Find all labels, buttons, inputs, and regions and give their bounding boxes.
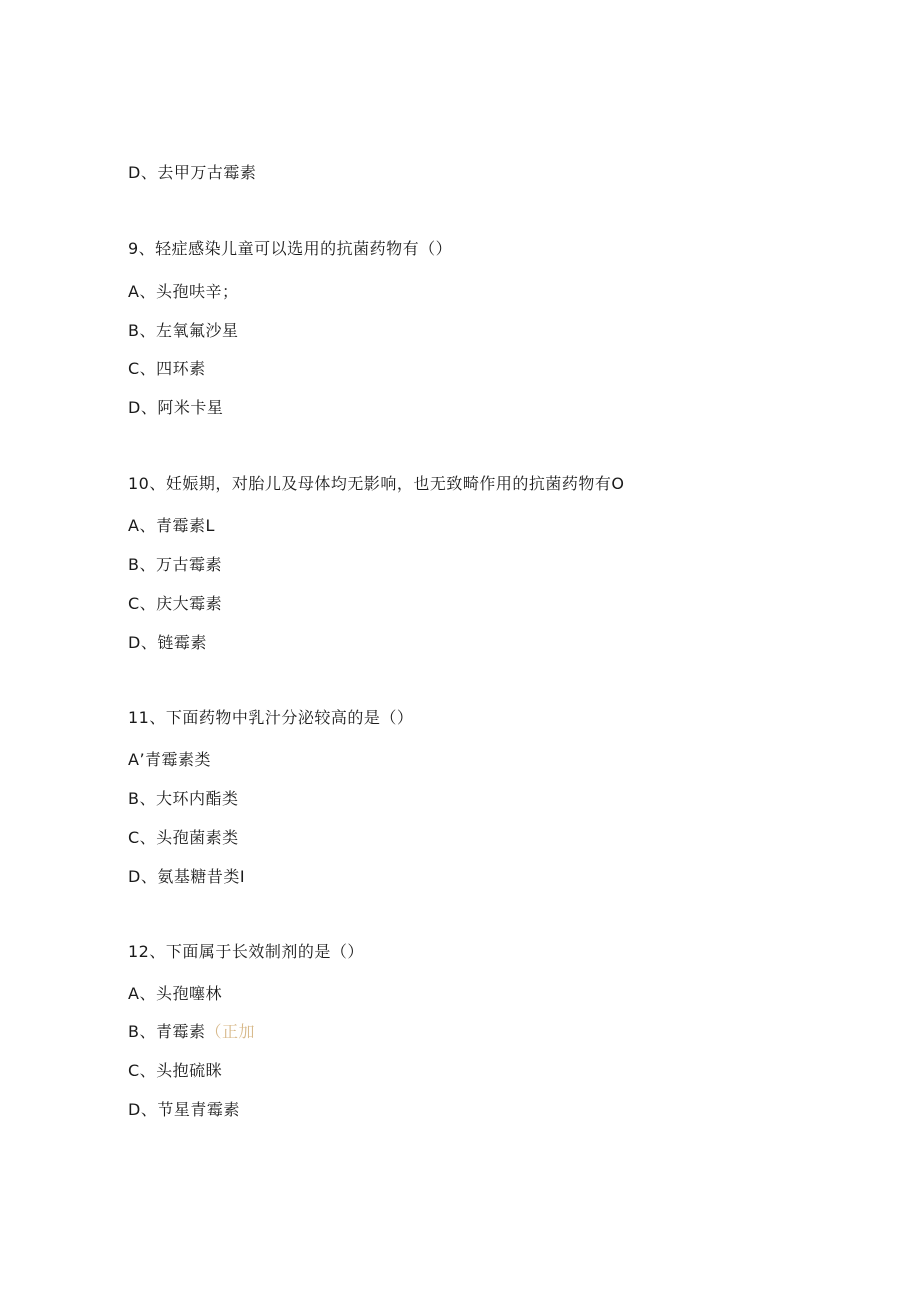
- option-d-q12: [128, 1100, 240, 1120]
- option-text: C、四环素: [128, 359, 206, 378]
- question-text: 12、下面属于长效制剂的是（）: [128, 942, 364, 961]
- option-c-q9: [128, 359, 206, 379]
- question-text: 10、妊娠期，对胎儿及母体均无影响，也无致畸作用的抗菌药物有O: [128, 474, 625, 493]
- option-text: A、头孢呋辛；: [128, 282, 239, 301]
- option-a-q10: [128, 516, 215, 536]
- question-text: 11、下面药物中乳汁分泌较高的是（）: [128, 708, 414, 727]
- question-text: 9、轻症感染儿童可以选用的抗菌药物有（）: [128, 239, 453, 258]
- option-text: C、头抱硫眯: [128, 1061, 223, 1080]
- option-d-q9: [128, 398, 223, 418]
- question-12: [128, 942, 364, 962]
- option-text: C、庆大霉素: [128, 594, 223, 613]
- option-d-q8: [128, 163, 256, 183]
- option-text: D、阿米卡星: [128, 398, 224, 417]
- option-b-q9: [128, 321, 238, 341]
- question-9: [128, 239, 452, 259]
- option-text: C、头孢菌素类: [128, 828, 239, 847]
- option-c-q10: [128, 594, 222, 614]
- option-b-q11: [128, 789, 238, 809]
- question-11: [128, 708, 413, 728]
- option-text: D、链霉素: [128, 633, 207, 652]
- question-10: [128, 474, 624, 494]
- option-text: A’青霉素类: [128, 750, 212, 769]
- option-text: D、氨基糖昔类I: [128, 867, 246, 886]
- option-text: B、青霉素: [128, 1022, 206, 1041]
- option-text: B、万古霉素: [128, 555, 222, 574]
- option-c-q12: [128, 1061, 222, 1081]
- option-d-q10: [128, 633, 207, 653]
- option-a-q11: [128, 750, 211, 770]
- option-d-q11: [128, 867, 245, 887]
- handwritten-note: （正加: [205, 1022, 255, 1041]
- option-text: A、头孢噻林: [128, 984, 222, 1003]
- option-a-q9: [128, 282, 238, 302]
- option-c-q11: [128, 828, 239, 848]
- option-text: A、青霉素L: [128, 516, 215, 535]
- option-b-q12: [128, 1022, 255, 1042]
- option-a-q12: [128, 984, 222, 1004]
- option-text: D、节星青霉素: [128, 1100, 240, 1119]
- option-text: D、去甲万古霉素: [128, 163, 257, 182]
- option-text: B、左氧氟沙星: [128, 321, 239, 340]
- option-b-q10: [128, 555, 222, 575]
- option-text: B、大环内酯类: [128, 789, 239, 808]
